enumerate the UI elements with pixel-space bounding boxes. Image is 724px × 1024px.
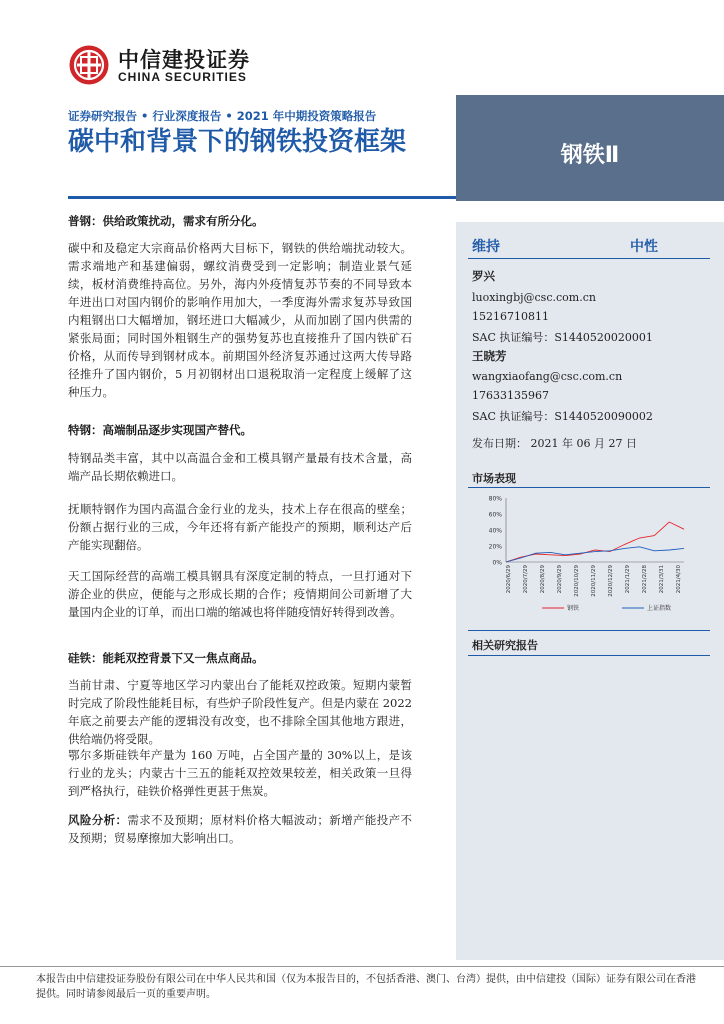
y-tick-label: 40% [488, 527, 502, 535]
analyst-name: 王晓芳 [472, 349, 507, 363]
title-underline [68, 196, 456, 199]
logo-chinese-name: 中信建投证券 [118, 48, 250, 72]
risk-analysis [68, 811, 412, 847]
related-research-title: 相关研究报告 [472, 639, 538, 652]
y-tick-label: 80% [488, 495, 502, 503]
paragraph: 特钢品类丰富，其中以高温合金和工模具钢产量最有技术含量，高端产品长期依赖进口。 [68, 451, 412, 483]
analyst-phone: 17633135967 [472, 389, 549, 402]
risk-text: 需求不及预期；原材料价格大幅波动；新增产能投产不及预期；贸易摩擦加大影响出口。 [68, 813, 412, 845]
market-performance-title: 市场表现 [472, 472, 516, 485]
x-tick-label: 2021/1/29 [625, 565, 631, 594]
related-divider [468, 655, 710, 656]
china-securities-logo-icon [68, 44, 110, 86]
paragraph: 当前甘肃、宁夏等地区学习内蒙出台了能耗双控政策。短期内蒙暂时完成了阶段性能耗目标，有些炉子阶段性复产。但是内蒙在 2022 年底之前要去产能的逻辑没有改变，也不排除全国其他地方跟进，供给端仍将受限。 [68, 678, 412, 746]
legend-label: 上证指数 [647, 605, 672, 612]
y-tick-label: 0% [492, 559, 502, 567]
publish-date: 发布日期： 2021 年 06 月 27 日 [472, 437, 637, 450]
market-performance-chart [472, 490, 712, 616]
x-tick-label: 2020/11/29 [591, 565, 597, 597]
analyst-license: SAC 执证编号：S1440520020001 [472, 331, 653, 344]
footer-divider [0, 966, 724, 967]
analyst-license: SAC 执证编号：S1440520090002 [472, 410, 653, 423]
y-tick-label: 20% [488, 543, 502, 551]
series-line [506, 522, 684, 562]
analyst-phone: 15216710811 [472, 310, 549, 323]
report-title: 碳中和背景下的钢铁投资框架 [68, 127, 407, 157]
risk-label: 风险分析： [68, 813, 128, 827]
x-tick-label: 2020/10/29 [574, 565, 580, 597]
rating-divider [468, 258, 710, 259]
paragraph: 鄂尔多斯硅铁年产量为 160 万吨，占全国产量的 30%以上，是该行业的龙头；内蒙古十三五的能耗双控效果较差，相关政策一旦得到严格执行，硅铁价格弹性更甚于焦炭。 [68, 748, 412, 798]
section-heading-ferrosilicon: 硅铁：能耗双控背景下又一焦点商品。 [68, 651, 264, 665]
paragraph: 碳中和及稳定大宗商品价格两大目标下，钢铁的供给端扰动较大。需求端地产和基建偏弱，螺纹消费受到一定影响；制造业景气延续，板材消费维持高位。另外，海内外疫情复苏节奏的不同导致本年进出口对国内钢价的影响作用加大，一季度海外需求复苏导致国内粗钢出口大幅增加，钢坯进口大幅减少，从而加剧了国内供需的紧张局面；同时国外粗钢生产的强势复苏也直接推升了国内铁矿石价格，从而传导到钢材成本。前期国外经济复苏通过这两大传导路径推升了国内钢价，5 月初钢材出口退税取消一定程度上缓解了这种压力。 [68, 241, 412, 399]
paragraph: 抚顺特钢作为国内高温合金行业的龙头，技术上存在很高的壁垒；份额占据行业的三成，今年还将有新产能投产的预期，顺利达产后产能实现翻倍。 [68, 502, 412, 552]
paragraph: 天工国际经营的高端工模具钢具有深度定制的特点，一旦打通对下游企业的供应，便能与之形成长期的合作；疫情期间公司新增了大量国内企业的订单，而出口端的缩减也将伴随疫情好转得到改善。 [68, 569, 412, 619]
legend-label: 钢铁 [567, 605, 580, 612]
x-tick-label: 2020/7/29 [523, 565, 529, 594]
x-tick-label: 2020/8/29 [540, 565, 546, 594]
y-tick-label: 60% [488, 511, 502, 519]
x-tick-label: 2021/4/30 [676, 565, 682, 594]
logo-english-name: CHINA SECURITIES [118, 70, 247, 84]
footer-disclaimer: 本报告由中信建投证券股份有限公司在中华人民共和国（仅为本报告目的，不包括香港、澳门、台湾）提供，由中信建投（国际）证券有限公司在香港提供。同时请参阅最后一页的重要声明。 [36, 974, 696, 1000]
rating-action: 维持 [472, 239, 500, 255]
report-type-line: 证券研究报告 • 行业深度报告 • 2021 年中期投资策略报告 [68, 109, 377, 123]
industry-name: 钢铁Ⅱ [560, 143, 620, 168]
x-tick-label: 2021/3/31 [659, 565, 665, 594]
section-heading-special-steel: 特钢：高端制品逐步实现国产替代。 [68, 423, 252, 437]
section-heading-ordinary-steel: 普钢：供给政策扰动，需求有所分化。 [68, 214, 264, 228]
x-tick-label: 2020/9/29 [557, 565, 563, 594]
analyst-name: 罗兴 [472, 269, 495, 283]
x-tick-label: 2021/2/28 [642, 565, 648, 594]
related-divider-top [468, 630, 710, 631]
series-line [506, 547, 684, 562]
x-tick-label: 2020/6/29 [506, 565, 512, 594]
x-tick-label: 2020/12/29 [608, 565, 614, 597]
market-divider [468, 487, 710, 488]
analyst-email: luoxingbj@csc.com.cn [472, 291, 596, 304]
analyst-email: wangxiaofang@csc.com.cn [472, 370, 623, 383]
rating-value: 中性 [630, 239, 658, 255]
